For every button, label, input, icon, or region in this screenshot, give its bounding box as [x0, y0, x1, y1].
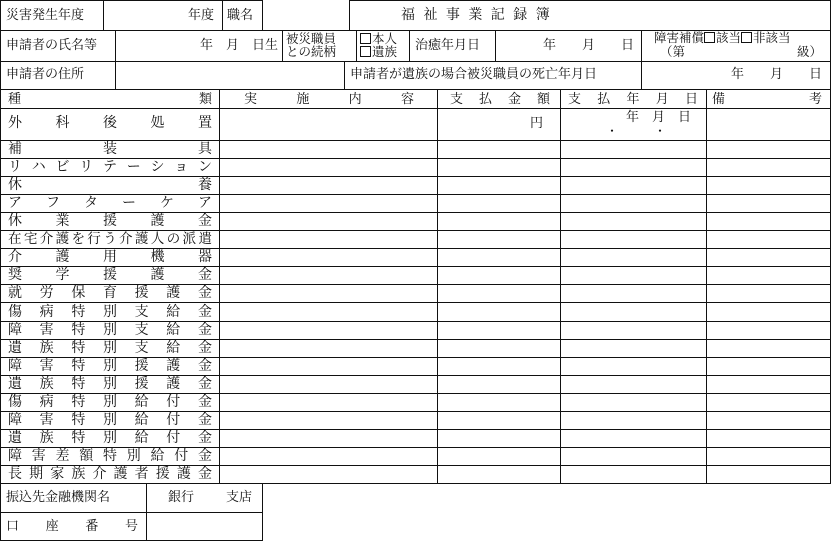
label-char: 金 [198, 448, 212, 464]
label-char: 支 [450, 92, 464, 107]
relation-family-option[interactable] [360, 45, 397, 59]
rule [349, 0, 350, 30]
label-char: 容 [400, 92, 414, 107]
label-char: 差 [55, 448, 70, 464]
label-char: 傷 [8, 394, 22, 410]
column-header-type-char: 類 [198, 92, 212, 107]
label-char: 護 [150, 267, 165, 283]
table-row-label [8, 411, 212, 429]
label-char: 金 [197, 285, 212, 301]
amount-unit: 円 [530, 116, 544, 131]
label-char: 外 [8, 115, 22, 131]
disaster-year-label: 災害発生年度 [6, 8, 85, 23]
rule [0, 61, 831, 62]
rule [560, 89, 561, 483]
label-char: 考 [808, 92, 822, 107]
branch-suffix: 支店 [226, 490, 253, 505]
label-char: 別 [102, 340, 117, 356]
label-char: リ [8, 159, 22, 175]
rule [0, 0, 1, 541]
table-row-label [8, 393, 212, 411]
label-char: 害 [39, 322, 54, 338]
label-char: 期 [29, 466, 44, 482]
column-header-date [568, 92, 698, 107]
applicant-address-label: 申請者の住所 [6, 67, 85, 82]
label-char: 援 [134, 376, 149, 392]
label-char: 科 [55, 115, 70, 131]
label-char: 器 [198, 249, 212, 265]
label-char: ョ [174, 159, 189, 175]
label-char: 障 [8, 412, 22, 428]
label-char: 別 [102, 376, 117, 392]
label-char: 付 [166, 430, 181, 446]
label-char: 施 [296, 92, 310, 107]
rule [0, 512, 262, 513]
label-char: ー [126, 159, 141, 175]
table-row-label [8, 212, 212, 230]
family-checkbox[interactable] [360, 46, 371, 57]
label-char: 別 [126, 448, 141, 464]
payment-date-dots: ・ ・ [606, 124, 667, 138]
label-char: 障 [8, 322, 22, 338]
label-char: 金 [197, 322, 212, 338]
label-char: 金 [197, 358, 212, 374]
label-char: 支 [568, 92, 582, 107]
label-char: 給 [134, 394, 149, 410]
label-char: 族 [39, 376, 54, 392]
label-char: 金 [197, 412, 212, 428]
family-option-label: 遺族 [372, 44, 398, 59]
label-char: 別 [102, 358, 117, 374]
label-char: 遺 [8, 430, 22, 446]
label-char: 装 [103, 141, 117, 157]
applicant-name-label: 申請者の氏名等 [6, 38, 98, 53]
label-char: 援 [103, 213, 117, 229]
rule [115, 30, 116, 89]
disability-yes-checkbox[interactable] [704, 32, 715, 43]
label-char: 補 [8, 141, 22, 157]
label-char: 座 [45, 519, 59, 534]
label-char: 派 [182, 231, 197, 247]
relation-label-line2: との続柄 [286, 44, 337, 59]
bank-suffix: 銀行 [168, 490, 195, 505]
table-row-label [8, 429, 212, 447]
label-char: を [71, 231, 86, 247]
label-char: 障 [8, 448, 22, 464]
rule [349, 0, 831, 1]
label-char: 機 [150, 249, 165, 265]
label-char: 護 [55, 231, 70, 247]
label-char: 金 [198, 213, 212, 229]
label-char: 援 [134, 358, 149, 374]
label-char: 養 [198, 177, 212, 193]
label-char: 援 [103, 267, 117, 283]
label-char: 護 [166, 358, 181, 374]
table-row-label [8, 465, 212, 483]
cure-date-field[interactable]: 年 月 日 [542, 38, 634, 53]
label-char: 護 [166, 376, 181, 392]
label-char: 払 [478, 92, 492, 107]
disability-no-label: 非該当 [753, 30, 791, 45]
label-char: う [103, 231, 117, 247]
payment-date-field[interactable]: 年 月 日 [626, 110, 692, 125]
label-char: 援 [134, 285, 149, 301]
label-char: 日 [684, 92, 698, 107]
label-char: テ [103, 159, 117, 175]
rule [262, 0, 263, 30]
label-char: 金 [507, 92, 521, 107]
table-row-label [8, 114, 212, 132]
rule [356, 30, 357, 61]
relation-label-line1: 被災職員 [286, 31, 337, 46]
disability-yes-label: 該当 [716, 30, 742, 45]
rule [495, 30, 496, 61]
label-char: 休 [8, 177, 22, 193]
label-char: 号 [124, 519, 138, 534]
label-char: ビ [55, 159, 70, 175]
label-char: 別 [102, 412, 117, 428]
label-char: ハ [31, 159, 46, 175]
label-char: 支 [134, 304, 149, 320]
label-char: 保 [71, 285, 86, 301]
label-char: 休 [8, 213, 22, 229]
table-row-label [8, 339, 212, 357]
label-char: 給 [134, 430, 149, 446]
label-char: 奨 [8, 267, 22, 283]
label-char: 護 [134, 231, 149, 247]
disability-label: 障害補償 [654, 30, 705, 45]
column-header-notes [712, 92, 822, 107]
rule [146, 483, 147, 541]
label-char: 具 [198, 141, 212, 157]
birth-date-label: 年 月 日生 [199, 38, 278, 53]
table-row-label [8, 375, 212, 393]
label-char: 家 [50, 466, 65, 482]
label-char: 特 [71, 376, 86, 392]
label-char: 付 [174, 448, 189, 464]
label-char: 害 [31, 448, 46, 464]
column-header-type-char: 種 [8, 92, 22, 107]
table-row-label [8, 284, 212, 302]
table-row-label [8, 447, 212, 465]
disability-no-checkbox[interactable] [741, 32, 752, 43]
table-row-label [8, 194, 212, 212]
death-date-field[interactable]: 年 月 日 [730, 67, 822, 82]
label-char: シ [150, 159, 165, 175]
column-header-content [244, 92, 414, 107]
rule [437, 89, 438, 483]
label-char: 者 [134, 466, 149, 482]
label-char: 護 [176, 466, 191, 482]
label-char: フ [46, 195, 60, 211]
label-char: 処 [150, 115, 165, 131]
label-char: 金 [197, 376, 212, 392]
rule [219, 89, 220, 483]
label-char: 特 [71, 358, 86, 374]
label-char: 援 [155, 466, 170, 482]
label-char: 別 [102, 394, 117, 410]
label-char: 宅 [23, 231, 38, 247]
rule [641, 30, 642, 89]
label-char: ケ [160, 195, 174, 211]
rule [706, 89, 707, 483]
label-char: 支 [134, 340, 149, 356]
label-char: タ [84, 195, 98, 211]
label-char: 障 [8, 358, 22, 374]
job-title-label: 職名 [227, 8, 254, 23]
disability-line1 [654, 31, 791, 45]
label-char: 特 [71, 304, 86, 320]
label-char: 付 [166, 394, 181, 410]
label-char: 害 [39, 358, 54, 374]
rule [344, 61, 345, 89]
label-char: 金 [197, 304, 212, 320]
death-date-label: 申請者が遺族の場合被災職員の死亡年月日 [350, 67, 598, 82]
disaster-year-suffix: 年度 [187, 8, 214, 23]
cure-date-label: 治癒年月日 [415, 38, 481, 53]
label-char: 金 [197, 394, 212, 410]
label-char: 給 [150, 448, 165, 464]
label-char: 特 [71, 394, 86, 410]
label-char: 族 [39, 430, 54, 446]
label-char: 傷 [8, 304, 22, 320]
label-char: 族 [39, 340, 54, 356]
label-char: 付 [166, 412, 181, 428]
label-char: 護 [166, 285, 181, 301]
label-char: 別 [102, 430, 117, 446]
label-char: 別 [102, 304, 117, 320]
table-row-label [8, 321, 212, 339]
label-char: 特 [103, 448, 117, 464]
label-char: 特 [71, 412, 86, 428]
table-row-label [8, 266, 212, 284]
label-char: リ [79, 159, 94, 175]
label-char: ン [198, 159, 212, 175]
disability-grade-right: 級） [796, 44, 822, 59]
label-char: ア [198, 195, 212, 211]
label-char: 労 [39, 285, 54, 301]
label-char: 介 [39, 231, 54, 247]
label-char: 遣 [198, 231, 212, 247]
label-char: 族 [71, 466, 86, 482]
label-char: 護 [55, 249, 70, 265]
table-row-label [8, 230, 212, 248]
label-char: 内 [348, 92, 362, 107]
disability-grade-left: （第 [660, 44, 686, 59]
rule [282, 30, 283, 61]
label-char: 護 [150, 213, 165, 229]
label-char: 特 [71, 340, 86, 356]
label-char: 実 [244, 92, 258, 107]
label-char: 介 [119, 231, 133, 247]
label-char: 金 [197, 466, 212, 482]
label-char: 給 [166, 304, 181, 320]
label-char: 病 [39, 394, 54, 410]
table-row-label [8, 158, 212, 176]
label-char: 口 [6, 519, 20, 534]
column-header-type [8, 92, 212, 107]
table-row-label [8, 357, 212, 375]
label-char: 学 [55, 267, 70, 283]
label-char: 育 [102, 285, 117, 301]
label-char: 年 [626, 92, 640, 107]
table-row-label [8, 303, 212, 321]
self-option-label: 本人 [372, 31, 398, 46]
label-char: 行 [87, 231, 101, 247]
label-char: 病 [39, 304, 54, 320]
rule [222, 0, 223, 30]
page-title: 福 祉 事 業 記 録 簿 [401, 7, 552, 23]
table-row-label [8, 176, 212, 194]
label-char: 金 [198, 267, 212, 283]
label-char: 金 [197, 340, 212, 356]
label-char: 介 [8, 249, 22, 265]
bank-name-label: 振込先金融機関名 [6, 490, 111, 505]
label-char: 支 [134, 322, 149, 338]
label-char: 額 [536, 92, 550, 107]
label-char: 給 [166, 322, 181, 338]
account-number-label [6, 519, 138, 534]
label-char: 在 [8, 231, 22, 247]
label-char: 備 [712, 92, 726, 107]
label-char: 給 [134, 412, 149, 428]
table-row-rule [0, 483, 831, 484]
label-char: 金 [197, 430, 212, 446]
rule [262, 483, 263, 541]
label-char: 就 [8, 285, 22, 301]
table-row-label [8, 140, 212, 158]
label-char: 介 [92, 466, 107, 482]
column-header-amount [450, 92, 550, 107]
self-checkbox[interactable] [360, 33, 371, 44]
label-char: 業 [55, 213, 70, 229]
label-char: 害 [39, 412, 54, 428]
label-char: 給 [166, 340, 181, 356]
label-char: 用 [103, 249, 117, 265]
label-char: 遺 [8, 376, 22, 392]
label-char: 払 [597, 92, 611, 107]
label-char: 特 [71, 322, 86, 338]
label-char: 長 [8, 466, 22, 482]
label-char: の [166, 231, 181, 247]
label-char: 置 [198, 115, 212, 131]
label-char: ア [8, 195, 22, 211]
label-char: 月 [655, 92, 669, 107]
label-char: 額 [79, 448, 94, 464]
label-char: 特 [71, 430, 86, 446]
rule [103, 0, 104, 30]
label-char: 人 [150, 231, 165, 247]
label-char: 遺 [8, 340, 22, 356]
table-row-label [8, 248, 212, 266]
label-char: 別 [102, 322, 117, 338]
label-char: ー [122, 195, 136, 211]
label-char: 後 [103, 115, 117, 131]
label-char: 番 [85, 519, 99, 534]
rule [409, 30, 410, 61]
label-char: 護 [113, 466, 128, 482]
